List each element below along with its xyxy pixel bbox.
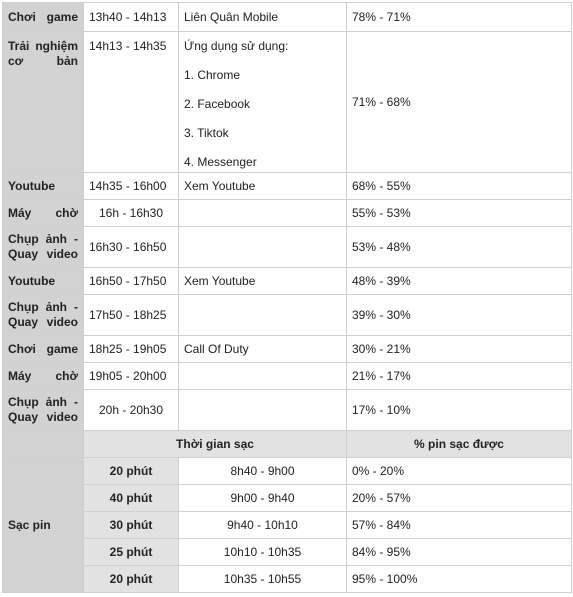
app-item: 1. Chrome xyxy=(184,68,241,82)
charging-row xyxy=(3,485,572,512)
table-row xyxy=(3,336,572,363)
activity-label: Chụp ảnh - Quay video xyxy=(3,227,84,268)
activity-content: Xem Youtube xyxy=(179,268,347,295)
app-item: 3. Tiktok xyxy=(184,126,229,140)
activity-battery: 53% - 48% xyxy=(347,227,572,268)
activity-time: 16h50 - 17h50 xyxy=(84,268,179,295)
activity-content xyxy=(179,295,347,336)
activity-label: Trải nghiệm cơ bản xyxy=(3,32,84,173)
activity-battery: 71% - 68% xyxy=(347,32,572,173)
table-row xyxy=(3,32,572,173)
activity-time: 19h05 - 20h00 xyxy=(84,363,179,390)
charging-row xyxy=(3,566,572,593)
activity-content: Xem Youtube xyxy=(179,173,347,200)
activity-content: Call Of Duty xyxy=(179,336,347,363)
charging-duration: 20 phút xyxy=(84,458,179,485)
table-row xyxy=(3,390,572,431)
table-row xyxy=(3,3,572,32)
table-row xyxy=(3,268,572,295)
table-row xyxy=(3,200,572,227)
charging-duration: 30 phút xyxy=(84,512,179,539)
charging-percent: 57% - 84% xyxy=(347,512,572,539)
activity-time: 16h30 - 16h50 xyxy=(84,227,179,268)
table-row xyxy=(3,173,572,200)
activity-content xyxy=(179,363,347,390)
charging-time: 10h35 - 10h55 xyxy=(179,566,347,593)
activity-content: Liên Quân Mobile xyxy=(179,3,347,32)
charging-time: 9h00 - 9h40 xyxy=(179,485,347,512)
activity-time: 14h13 - 14h35 xyxy=(84,32,179,173)
charging-percent-header: % pin sạc được xyxy=(347,431,572,458)
apps-title: Ứng dụng sử dụng: xyxy=(184,39,289,53)
charging-header-row xyxy=(3,431,572,458)
charging-row xyxy=(3,458,572,485)
activity-content xyxy=(179,32,347,173)
activity-time: 14h35 - 16h00 xyxy=(84,173,179,200)
activity-label: Máy chờ xyxy=(3,363,84,390)
activity-label: Youtube xyxy=(3,173,84,200)
table-row xyxy=(3,363,572,390)
charging-row xyxy=(3,512,572,539)
activity-label: Chơi game xyxy=(3,336,84,363)
charging-row xyxy=(3,539,572,566)
table-row xyxy=(3,295,572,336)
charging-percent: 84% - 95% xyxy=(347,539,572,566)
charging-label: Sạc pin xyxy=(3,458,84,593)
activity-battery: 21% - 17% xyxy=(347,363,572,390)
activity-time: 13h40 - 14h13 xyxy=(84,3,179,32)
activity-battery: 48% - 39% xyxy=(347,268,572,295)
activity-content xyxy=(179,200,347,227)
charging-duration: 40 phút xyxy=(84,485,179,512)
charging-time: 10h10 - 10h35 xyxy=(179,539,347,566)
activity-time: 16h - 16h30 xyxy=(84,200,179,227)
charging-time-header: Thời gian sạc xyxy=(84,431,347,458)
activity-time: 20h - 20h30 xyxy=(84,390,179,431)
activity-battery: 78% - 71% xyxy=(347,3,572,32)
charging-time: 9h40 - 10h10 xyxy=(179,512,347,539)
app-item: 2. Facebook xyxy=(184,97,251,111)
activity-battery: 68% - 55% xyxy=(347,173,572,200)
charging-time: 8h40 - 9h00 xyxy=(179,458,347,485)
app-item: 4. Messenger xyxy=(184,155,257,169)
activity-battery: 30% - 21% xyxy=(347,336,572,363)
activity-content xyxy=(179,390,347,431)
battery-test-table xyxy=(2,2,572,593)
activity-label: Máy chờ xyxy=(3,200,84,227)
charging-percent: 20% - 57% xyxy=(347,485,572,512)
activity-battery: 39% - 30% xyxy=(347,295,572,336)
activity-label: Chơi game xyxy=(3,3,84,32)
activity-content xyxy=(179,227,347,268)
activity-label: Chụp ảnh - Quay video xyxy=(3,295,84,336)
activity-battery: 55% - 53% xyxy=(347,200,572,227)
activity-battery: 17% - 10% xyxy=(347,390,572,431)
activity-label: Chụp ảnh - Quay video xyxy=(3,390,84,431)
charging-percent: 0% - 20% xyxy=(347,458,572,485)
charging-duration: 20 phút xyxy=(84,566,179,593)
activity-time: 18h25 - 19h05 xyxy=(84,336,179,363)
table-row xyxy=(3,227,572,268)
charging-percent: 95% - 100% xyxy=(347,566,572,593)
activity-time: 17h50 - 18h25 xyxy=(84,295,179,336)
activity-label: Youtube xyxy=(3,268,84,295)
charging-header-blank xyxy=(3,431,84,458)
charging-duration: 25 phút xyxy=(84,539,179,566)
